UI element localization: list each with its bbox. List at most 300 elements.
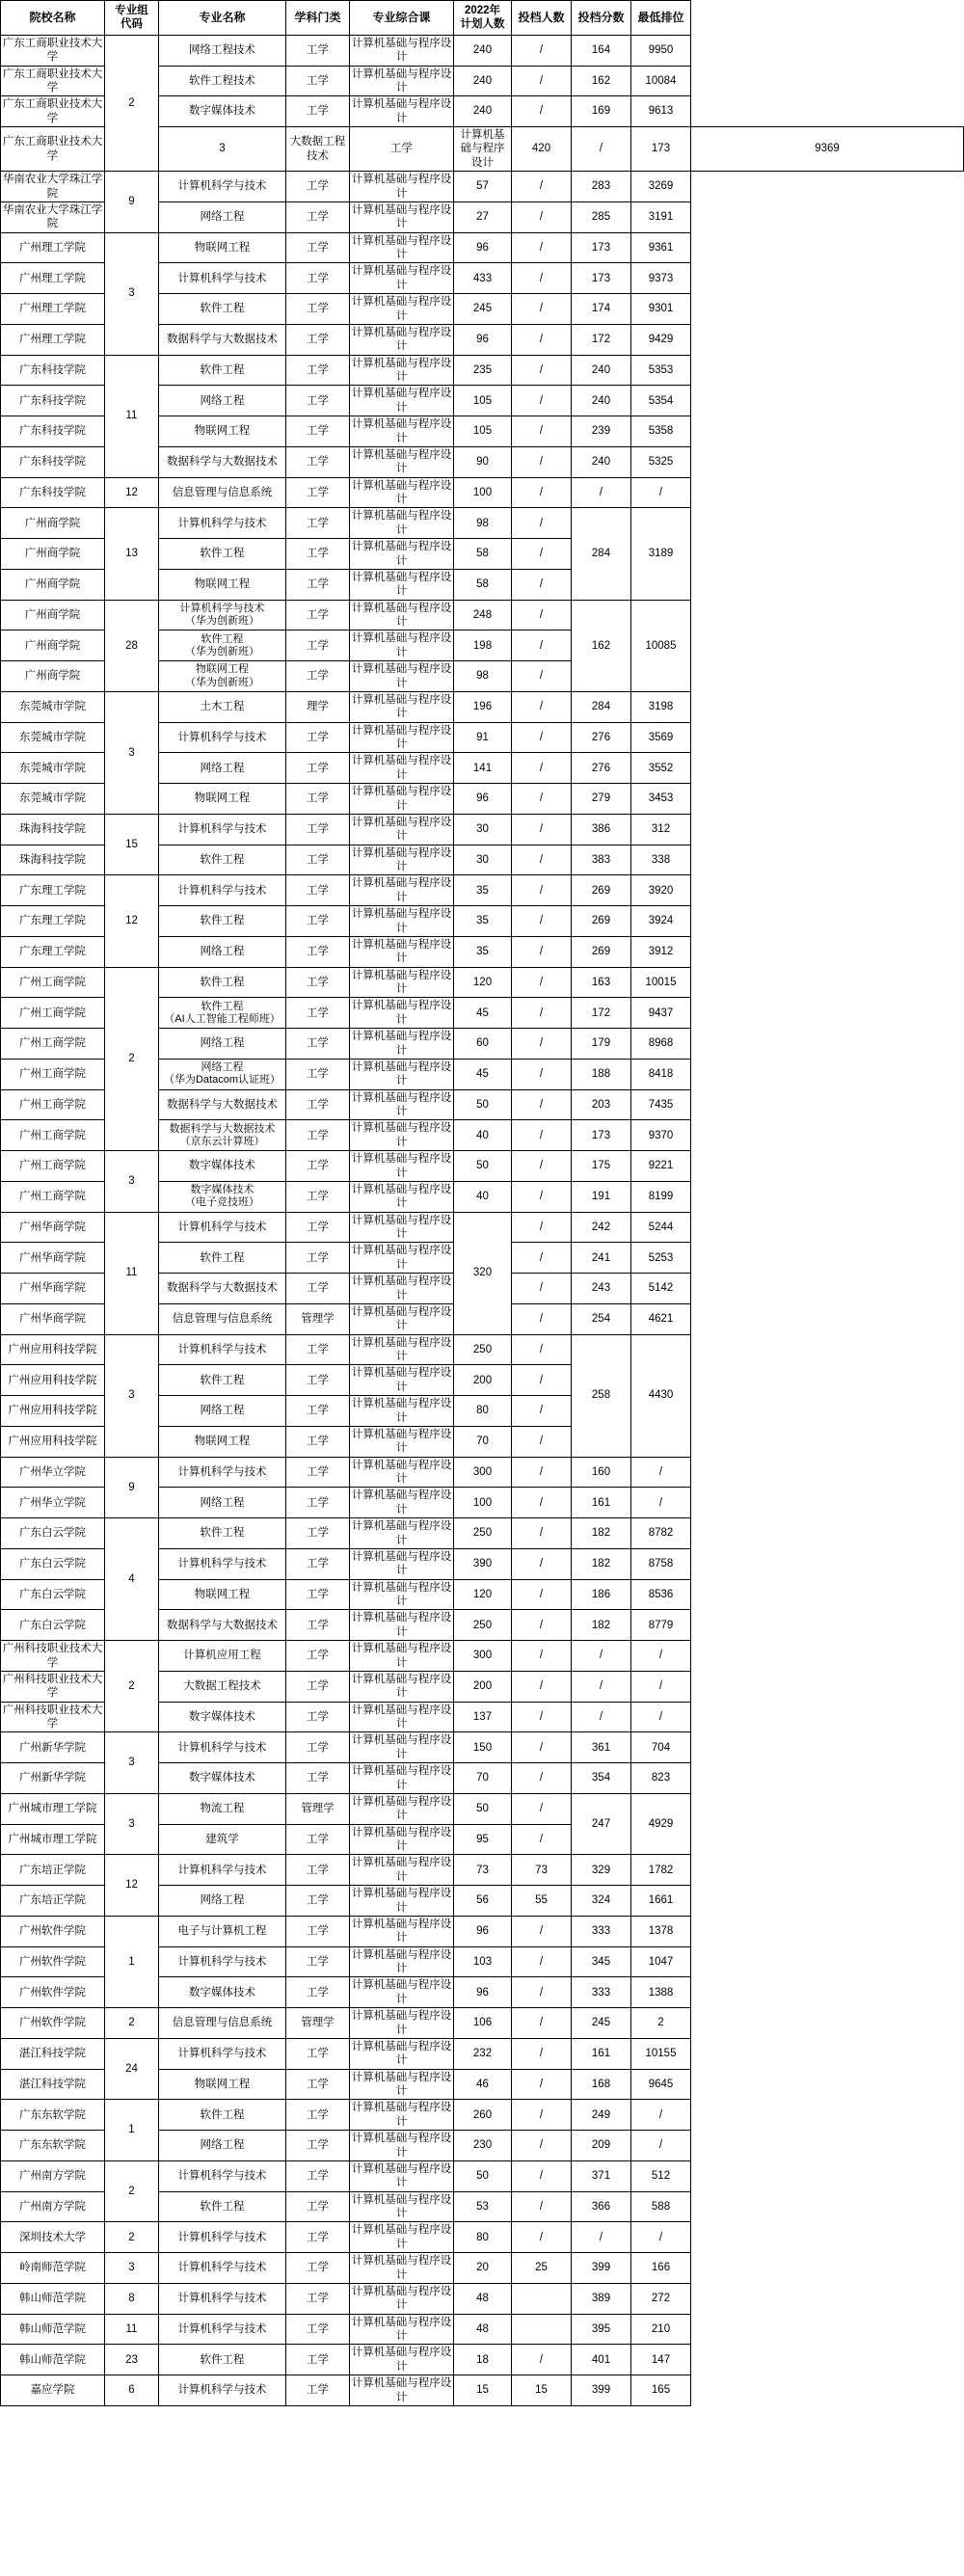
cell-score: 279	[572, 784, 631, 815]
cell-score: 172	[572, 998, 631, 1029]
cell-course: 计算机基础与程序设计	[350, 1365, 454, 1396]
cell-rank: 166	[631, 2253, 691, 2284]
cell-school: 东莞城市学院	[1, 784, 105, 815]
cell-rank: 272	[631, 2283, 691, 2314]
cell-major: 软件工程	[159, 967, 286, 998]
cell-major: 数字媒体技术 （电子竞技班）	[159, 1181, 286, 1212]
cell-discipline: 工学	[286, 722, 350, 753]
cell-score: 203	[572, 1089, 631, 1120]
cell-enrolled: /	[512, 1946, 572, 1977]
cell-score: 269	[572, 936, 631, 967]
cell-rank: 5244	[631, 1212, 691, 1243]
cell-discipline: 工学	[286, 1243, 350, 1274]
cell-discipline: 工学	[286, 1488, 350, 1518]
cell-course: 计算机基础与程序设计	[350, 172, 454, 202]
cell-enrolled: /	[512, 2131, 572, 2161]
cell-course: 计算机基础与程序设计	[350, 1151, 454, 1182]
cell-score: 209	[572, 2131, 631, 2161]
cell-rank: 147	[631, 2345, 691, 2375]
cell-plan: 15	[454, 2375, 512, 2406]
cell-plan: 120	[454, 967, 512, 998]
cell-course: 计算机基础与程序设计	[350, 477, 454, 508]
cell-score: 354	[572, 1763, 631, 1794]
cell-course: 计算机基础与程序设计	[350, 2069, 454, 2100]
cell-plan: 96	[454, 324, 512, 355]
cell-school: 广州科技职业技术大学	[1, 1671, 105, 1702]
table-row	[1, 600, 964, 631]
cell-course: 计算机基础与程序设计	[350, 1212, 454, 1243]
cell-plan: 40	[454, 1120, 512, 1151]
cell-course: 计算机基础与程序设计	[350, 722, 454, 753]
cell-plan: 141	[454, 753, 512, 784]
cell-plan: 50	[454, 2160, 512, 2191]
cell-plan: 245	[454, 294, 512, 325]
cell-discipline: 工学	[286, 1396, 350, 1427]
cell-course: 计算机基础与程序设计	[350, 2253, 454, 2284]
cell-enrolled: /	[512, 1120, 572, 1151]
cell-enrolled: /	[512, 845, 572, 875]
cell-score: 399	[572, 2253, 631, 2284]
cell-major: 网络工程技术	[159, 35, 286, 66]
cell-plan: 90	[454, 446, 512, 477]
cell-score: 179	[572, 1029, 631, 1060]
cell-school: 华南农业大学珠江学院	[1, 172, 105, 202]
cell-major: 数字媒体技术	[159, 1151, 286, 1182]
table-row	[1, 1212, 964, 1243]
cell-discipline: 管理学	[286, 1793, 350, 1824]
cell-enrolled: /	[512, 446, 572, 477]
cell-rank: 9361	[631, 232, 691, 263]
cell-course: 计算机基础与程序设计	[350, 232, 454, 263]
cell-discipline: 工学	[286, 1426, 350, 1457]
cell-course: 计算机基础与程序设计	[350, 446, 454, 477]
cell-enrolled: /	[512, 1977, 572, 2008]
cell-course: 计算机基础与程序设计	[350, 294, 454, 325]
cell-school: 广州软件学院	[1, 1916, 105, 1946]
cell-score: 276	[572, 753, 631, 784]
cell-course: 计算机基础与程序设计	[350, 1334, 454, 1365]
cell-major: 计算机科学与技术	[159, 1855, 286, 1886]
cell-discipline: 工学	[286, 172, 350, 202]
cell-school: 广州工商学院	[1, 1151, 105, 1182]
cell-course: 计算机基础与程序设计	[350, 2160, 454, 2191]
cell-rank: 9950	[631, 35, 691, 66]
cell-course: 计算机基础与程序设计	[350, 1274, 454, 1304]
cell-school: 广州新华学院	[1, 1732, 105, 1763]
cell-enrolled: /	[512, 1243, 572, 1274]
cell-school: 广州科技职业技术大学	[1, 1641, 105, 1672]
cell-major: 网络工程	[159, 936, 286, 967]
cell-enrolled: /	[512, 35, 572, 66]
cell-discipline: 工学	[286, 2191, 350, 2222]
cell-score: 164	[572, 35, 631, 66]
cell-discipline: 工学	[286, 906, 350, 937]
cell-rank: /	[631, 1488, 691, 1518]
cell-group-code: 1	[105, 2100, 159, 2161]
table-row	[1, 2345, 964, 2375]
table-row	[1, 172, 964, 202]
cell-enrolled: /	[512, 1334, 572, 1365]
table-row	[1, 1641, 964, 1672]
cell-enrolled: /	[512, 1548, 572, 1579]
cell-plan: 58	[454, 539, 512, 570]
cell-major: 计算机科学与技术	[159, 263, 286, 294]
cell-enrolled: /	[512, 631, 572, 661]
cell-major: 物联网工程	[159, 1579, 286, 1610]
cell-score: 243	[572, 1274, 631, 1304]
cell-rank: 9370	[631, 1120, 691, 1151]
cell-school: 广州新华学院	[1, 1763, 105, 1794]
cell-discipline: 工学	[286, 2283, 350, 2314]
cell-enrolled: /	[512, 661, 572, 692]
cell-course: 计算机基础与程序设计	[350, 600, 454, 631]
cell-major: 计算机科学与技术	[159, 2038, 286, 2069]
cell-score: 269	[572, 875, 631, 906]
cell-enrolled: /	[512, 477, 572, 508]
cell-school: 广州应用科技学院	[1, 1365, 105, 1396]
cell-major: 网络工程	[159, 1886, 286, 1917]
cell-school: 广东科技学院	[1, 386, 105, 416]
cell-school: 广州商学院	[1, 569, 105, 600]
cell-plan: 200	[454, 1671, 512, 1702]
cell-course: 计算机基础与程序设计	[350, 66, 454, 96]
cell-course: 计算机基础与程序设计	[350, 1059, 454, 1089]
cell-enrolled: /	[512, 96, 572, 127]
cell-course: 计算机基础与程序设计	[350, 1120, 454, 1151]
cell-score: 188	[572, 1059, 631, 1089]
cell-group-code: 2	[105, 1641, 159, 1732]
cell-discipline: 工学	[286, 2100, 350, 2131]
cell-plan: 98	[454, 508, 512, 539]
cell-school: 岭南师范学院	[1, 2253, 105, 2284]
cell-discipline: 工学	[286, 1886, 350, 1917]
cell-enrolled: /	[512, 2160, 572, 2191]
cell-rank: 1378	[631, 1916, 691, 1946]
cell-discipline: 工学	[286, 35, 350, 66]
cell-school: 湛江科技学院	[1, 2038, 105, 2069]
cell-course: 计算机基础与程序设计	[350, 1089, 454, 1120]
cell-rank: 8782	[631, 1518, 691, 1549]
cell-plan: 250	[454, 1334, 512, 1365]
cell-school: 广州工商学院	[1, 1059, 105, 1089]
cell-school: 广州理工学院	[1, 324, 105, 355]
cell-school: 广东工商职业技术大学	[1, 96, 105, 127]
cell-enrolled: /	[512, 172, 572, 202]
cell-group-code: 6	[105, 2375, 159, 2406]
cell-major: 软件工程 （AI人工智能工程师班）	[159, 998, 286, 1029]
cell-major: 物联网工程	[159, 569, 286, 600]
cell-rank: 1047	[631, 1946, 691, 1977]
cell-rank: 512	[631, 2160, 691, 2191]
cell-rank: 338	[631, 845, 691, 875]
cell-discipline: 工学	[286, 2038, 350, 2069]
cell-plan: 96	[454, 784, 512, 815]
cell-plan: 57	[454, 172, 512, 202]
cell-rank: 8418	[631, 1059, 691, 1089]
table-row	[1, 232, 964, 263]
cell-major: 计算机科学与技术	[159, 722, 286, 753]
cell-major: 软件工程技术	[159, 66, 286, 96]
cell-course: 计算机基础与程序设计	[350, 386, 454, 416]
cell-score: 182	[572, 1518, 631, 1549]
cell-major: 软件工程	[159, 1243, 286, 1274]
cell-plan: 433	[454, 263, 512, 294]
cell-enrolled: /	[512, 1793, 572, 1824]
cell-rank: 10155	[631, 2038, 691, 2069]
cell-group-code: 12	[105, 477, 159, 508]
cell-enrolled: /	[512, 875, 572, 906]
cell-major: 计算机科学与技术	[159, 2253, 286, 2284]
cell-rank: 5325	[631, 446, 691, 477]
cell-rank: 3552	[631, 753, 691, 784]
cell-discipline: 工学	[286, 845, 350, 875]
cell-plan: 103	[454, 1946, 512, 1977]
cell-course: 计算机基础与程序设计	[350, 1181, 454, 1212]
cell-enrolled: /	[512, 2038, 572, 2069]
table-row	[1, 2314, 964, 2345]
cell-course: 计算机基础与程序设计	[350, 1641, 454, 1672]
cell-major: 物联网工程	[159, 784, 286, 815]
cell-rank: 165	[631, 2375, 691, 2406]
cell-course: 计算机基础与程序设计	[350, 355, 454, 386]
cell-school: 广州工商学院	[1, 1120, 105, 1151]
cell-rank: 5253	[631, 1243, 691, 1274]
cell-course: 计算机基础与程序设计	[350, 324, 454, 355]
cell-course: 计算机基础与程序设计	[350, 1243, 454, 1274]
cell-school: 广州华商学院	[1, 1243, 105, 1274]
cell-course: 计算机基础与程序设计	[350, 508, 454, 539]
cell-plan: 300	[454, 1641, 512, 1672]
cell-discipline: 工学	[350, 127, 454, 172]
cell-score: 276	[572, 722, 631, 753]
cell-group-code: 3	[105, 1793, 159, 1855]
cell-rank: 3189	[631, 508, 691, 600]
cell-rank: /	[631, 1671, 691, 1702]
cell-course: 计算机基础与程序设计	[350, 1610, 454, 1641]
cell-discipline: 工学	[286, 1212, 350, 1243]
cell-rank: /	[631, 1641, 691, 1672]
cell-major: 网络工程 （华为Datacom认证班）	[159, 1059, 286, 1089]
cell-rank: 9373	[631, 263, 691, 294]
cell-plan: 18	[454, 2345, 512, 2375]
cell-plan: 50	[454, 1793, 512, 1824]
cell-group-code: 9	[105, 1457, 159, 1518]
cell-rank: /	[631, 477, 691, 508]
cell-enrolled: /	[512, 416, 572, 447]
cell-rank: 3269	[631, 172, 691, 202]
cell-score: 186	[572, 1579, 631, 1610]
cell-discipline: 工学	[286, 967, 350, 998]
cell-rank: /	[631, 1702, 691, 1732]
cell-score: 383	[572, 845, 631, 875]
cell-rank: 823	[631, 1763, 691, 1794]
cell-group-code: 11	[105, 1212, 159, 1334]
cell-discipline: 工学	[286, 936, 350, 967]
cell-school: 广东工商职业技术大学	[1, 35, 105, 66]
cell-school: 广州华商学院	[1, 1303, 105, 1334]
cell-plan: 50	[454, 1089, 512, 1120]
cell-score: 175	[572, 1151, 631, 1182]
cell-score: 163	[572, 967, 631, 998]
cell-major: 数字媒体技术	[159, 96, 286, 127]
cell-school: 广州应用科技学院	[1, 1426, 105, 1457]
cell-rank: 9437	[631, 998, 691, 1029]
cell-rank: 8968	[631, 1029, 691, 1060]
cell-discipline: 工学	[286, 1151, 350, 1182]
cell-rank: 9221	[631, 1151, 691, 1182]
cell-discipline: 工学	[286, 1334, 350, 1365]
cell-discipline: 工学	[286, 1702, 350, 1732]
cell-discipline: 工学	[286, 753, 350, 784]
cell-school: 广州科技职业技术大学	[1, 1702, 105, 1732]
cell-discipline: 工学	[286, 1671, 350, 1702]
cell-school: 湛江科技学院	[1, 2069, 105, 2100]
cell-school: 韩山师范学院	[1, 2283, 105, 2314]
cell-discipline: 工学	[286, 386, 350, 416]
table-row	[1, 2253, 964, 2284]
cell-course: 计算机基础与程序设计	[350, 936, 454, 967]
cell-group-code: 3	[105, 1151, 159, 1213]
cell-major: 物联网工程	[159, 232, 286, 263]
cell-score: 285	[572, 201, 631, 232]
cell-plan: 198	[454, 631, 512, 661]
cell-course: 计算机基础与程序设计	[350, 845, 454, 875]
cell-score: 182	[572, 1548, 631, 1579]
cell-group-code: 3	[105, 691, 159, 814]
cell-group-code: 8	[105, 2283, 159, 2314]
cell-plan: 390	[454, 1548, 512, 1579]
cell-major: 大数据工程技术	[286, 127, 350, 172]
cell-course: 计算机基础与程序设计	[350, 998, 454, 1029]
cell-course: 计算机基础与程序设计	[350, 2222, 454, 2253]
cell-enrolled: 15	[512, 2375, 572, 2406]
cell-discipline: 工学	[286, 1579, 350, 1610]
cell-score: 361	[572, 1732, 631, 1763]
cell-enrolled: /	[512, 1396, 572, 1427]
cell-course: 计算机基础与程序设计	[350, 1977, 454, 2008]
cell-score: 169	[572, 96, 631, 127]
cell-school: 广州软件学院	[1, 1977, 105, 2008]
cell-major: 数据科学与大数据技术	[159, 324, 286, 355]
cell-enrolled: /	[512, 1151, 572, 1182]
cell-plan: 100	[454, 1488, 512, 1518]
cell-school: 广州工商学院	[1, 967, 105, 998]
cell-discipline: 工学	[286, 1518, 350, 1549]
cell-major: 数字媒体技术	[159, 1702, 286, 1732]
cell-major: 数据科学与大数据技术 （京东云计算班）	[159, 1120, 286, 1151]
cell-enrolled: /	[512, 1518, 572, 1549]
cell-plan: 96	[454, 1916, 512, 1946]
cell-rank: 3920	[631, 875, 691, 906]
cell-plan: 250	[454, 1610, 512, 1641]
cell-rank: 1782	[631, 1855, 691, 1886]
cell-enrolled: /	[512, 936, 572, 967]
cell-major: 建筑学	[159, 1824, 286, 1855]
col-plan	[454, 1, 512, 36]
cell-score: 182	[572, 1610, 631, 1641]
cell-rank: 4430	[631, 1334, 691, 1457]
cell-plan: 260	[454, 2100, 512, 2131]
cell-score: 162	[572, 600, 631, 691]
cell-enrolled: /	[512, 2008, 572, 2039]
cell-rank: 10085	[631, 600, 691, 691]
cell-school: 广州应用科技学院	[1, 1334, 105, 1365]
cell-plan: 150	[454, 1732, 512, 1763]
cell-score: 284	[572, 691, 631, 722]
cell-school: 广州应用科技学院	[1, 1396, 105, 1427]
cell-course: 计算机基础与程序设计	[350, 96, 454, 127]
cell-plan: 235	[454, 355, 512, 386]
cell-major: 软件工程	[159, 2191, 286, 2222]
cell-discipline: 工学	[286, 2345, 350, 2375]
cell-enrolled	[512, 2283, 572, 2314]
cell-score: 254	[572, 1303, 631, 1334]
cell-discipline: 工学	[286, 661, 350, 692]
cell-rank: 312	[631, 814, 691, 845]
cell-score: 240	[572, 446, 631, 477]
cell-plan: 105	[454, 386, 512, 416]
cell-school: 广州华立学院	[1, 1488, 105, 1518]
cell-course: 计算机基础与程序设计	[454, 127, 512, 172]
cell-enrolled: /	[512, 539, 572, 570]
cell-enrolled: 25	[512, 2253, 572, 2284]
cell-group-code: 2	[105, 35, 159, 171]
cell-enrolled: /	[512, 1365, 572, 1396]
table-row	[1, 1334, 964, 1365]
cell-school: 广州华商学院	[1, 1274, 105, 1304]
cell-school: 广东科技学院	[1, 355, 105, 386]
cell-major: 网络工程	[159, 386, 286, 416]
table-row	[1, 2008, 964, 2039]
cell-group-code: 3	[105, 232, 159, 355]
cell-rank: 1661	[631, 1886, 691, 1917]
cell-school: 广东理工学院	[1, 875, 105, 906]
cell-rank: /	[631, 2100, 691, 2131]
cell-enrolled: /	[512, 691, 572, 722]
cell-score: 333	[572, 1977, 631, 2008]
cell-major: 物流工程	[159, 1793, 286, 1824]
cell-enrolled: /	[512, 1212, 572, 1243]
cell-plan: 30	[454, 845, 512, 875]
cell-discipline: 工学	[286, 66, 350, 96]
cell-discipline: 工学	[286, 1365, 350, 1396]
cell-school: 韩山师范学院	[1, 2314, 105, 2345]
table-row	[1, 875, 964, 906]
cell-group-code: 23	[105, 2345, 159, 2375]
cell-score: 284	[572, 508, 631, 600]
cell-discipline: 工学	[286, 508, 350, 539]
cell-enrolled: /	[512, 1641, 572, 1672]
cell-score: 162	[572, 66, 631, 96]
cell-score: 173	[572, 263, 631, 294]
cell-major: 软件工程	[159, 845, 286, 875]
cell-school: 广东工商职业技术大学	[1, 127, 105, 172]
cell-rank: 9429	[631, 324, 691, 355]
cell-enrolled: /	[512, 294, 572, 325]
cell-group-code: 12	[105, 1855, 159, 1917]
cell-score: 329	[572, 1855, 631, 1886]
cell-discipline: 工学	[286, 2222, 350, 2253]
cell-major: 大数据工程技术	[159, 1671, 286, 1702]
cell-major: 数字媒体技术	[159, 1763, 286, 1794]
cell-enrolled: /	[512, 753, 572, 784]
cell-rank: 9301	[631, 294, 691, 325]
cell-school: 嘉应学院	[1, 2375, 105, 2406]
cell-plan: 196	[454, 691, 512, 722]
cell-plan: 232	[454, 2038, 512, 2069]
cell-course: 计算机基础与程序设计	[350, 2038, 454, 2069]
cell-course: 计算机基础与程序设计	[350, 691, 454, 722]
